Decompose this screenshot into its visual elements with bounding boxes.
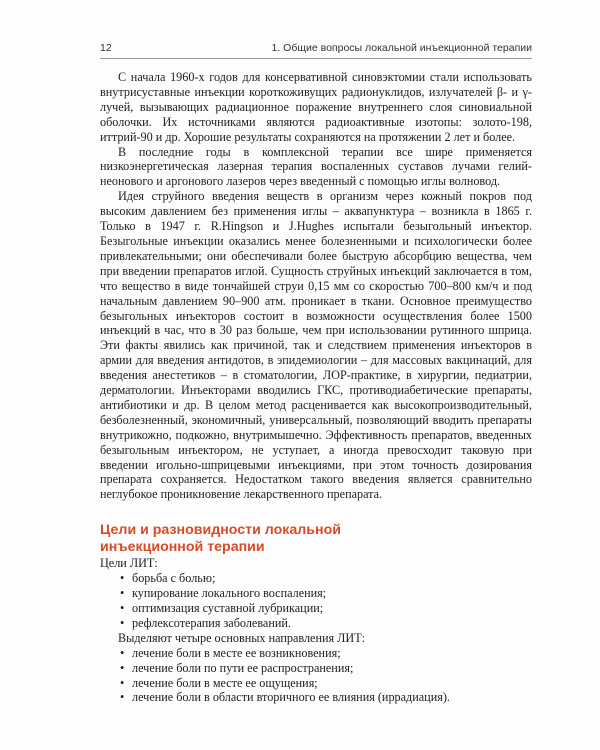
list-item: [120, 616, 532, 631]
page-number: 12: [100, 42, 112, 54]
paragraph-jet-injection: Идея струйного введения веществ в организм через кожный покров под высоким давлением без применения иглы – аквапунктура – возникла в 1865 г. Только в 1947 г. R.Hingson и J.Hughes испытали безыгольный инъектор. Безыгольные инъекции оказались менее болезненными и психологически более привлекательными; они обеспечивали более быструю абсорбцию вещества, чем при введении препаратов иглой. Сущность струйных инъекций заключается в том, что вещество в виде тончайшей струи 0,15 мм со скоростью 700–800 км/ч и под начальным давлением 90–900 атм. проникает в ткани. Основное преимущество безыгольных инъекторов состоит в возможности осуществления более 1500 инъекций в час, что в 30 раз больше, чем при использовании рутинного шприца. Эти факты явились как причиной, так и следствием применения инъекторов в армии для введения антидотов, в эпидемиологии – для массовых вакцинаций, для введения анестетиков – в стоматологии, ЛОР-практике, в хирургии, педиатрии, дерматологии. Инъекторами вводились ГКС, противодиабетические препараты, антибиотики и др. В целом метод расценивается как высокопроизводительный, безболезненный, экономичный, универсальный, позволяющий вводить препараты внутрикожно, подкожно, внутримышечно. Эффективность препаратов, введенных безыгольным инъектором, не уступает, а иногда превосходит таковую при введении игольно-шприцевыми инъекциями, при этом точность дозирования препарата сохраняется. Недостатком такого введения является сравнительно неглубокое проникновение лекарственного препарата.: [100, 189, 532, 502]
paragraph-radiosynovectomy: С начала 1960-х годов для консервативной синовэктомии стали использовать внутрисуставные инъекции короткоживущих радионуклидов, излучателей β- и γ-лучей, вызывающих радиационное поражение внутреннего слоя синовиальной оболочки. Их источниками являются радиоактивные изотопы: золото-198, иттрий-90 и др. Хорошие результаты сохраняются на протяжении 2 лет и более.: [100, 70, 532, 144]
directions-intro: Выделяют четыре основных направления ЛИТ:: [118, 630, 366, 645]
bullet-icon: •: [120, 645, 125, 660]
bullet-icon: •: [120, 690, 125, 705]
goals-intro: Цели ЛИТ:: [100, 556, 158, 571]
bullet-icon: •: [120, 615, 125, 630]
paragraph-laser-therapy: В последние годы в комплексной терапии все шире применяется низкоэнергетическая лазерная терапия воспаленных суставов лучами гелий-неонового и аргонового лазеров через введенный с помощью иглы волновод.: [100, 144, 532, 189]
section-heading: Цели и разновидности локальной инъекционной терапии: [100, 522, 341, 556]
list-item: [120, 601, 532, 616]
list-item-text: лечение боли в области вторичного ее влияния (иррадиация).: [132, 690, 450, 705]
list-item: [120, 690, 532, 705]
list-item-text: рефлексотерапия заболеваний.: [132, 615, 291, 630]
list-item: [120, 646, 532, 661]
page-header: [100, 38, 532, 59]
running-head: 1. Общие вопросы локальной инъекционной терапии: [271, 42, 532, 54]
goals-list: [100, 571, 532, 631]
list-item: [120, 586, 532, 601]
list-item-text: лечение боли в месте ее ощущения;: [132, 675, 318, 690]
list-item: [120, 676, 532, 691]
list-item-text: лечение боли в месте ее возникновения;: [132, 645, 341, 660]
list-item-text: купирование локального воспаления;: [132, 586, 327, 601]
list-item: [120, 661, 532, 676]
bullet-icon: •: [120, 660, 125, 675]
bullet-icon: •: [120, 586, 125, 601]
bullet-icon: •: [120, 675, 125, 690]
list-item-text: лечение боли по пути ее распространения;: [132, 660, 354, 675]
bullet-icon: •: [120, 601, 125, 615]
list-item-text: оптимизация суставной лубрикации;: [132, 601, 324, 615]
list-item-text: борьба с болью;: [132, 571, 216, 586]
bullet-icon: •: [120, 571, 125, 586]
page-content: [100, 70, 532, 705]
directions-list: [100, 646, 532, 706]
list-item: [120, 571, 532, 586]
